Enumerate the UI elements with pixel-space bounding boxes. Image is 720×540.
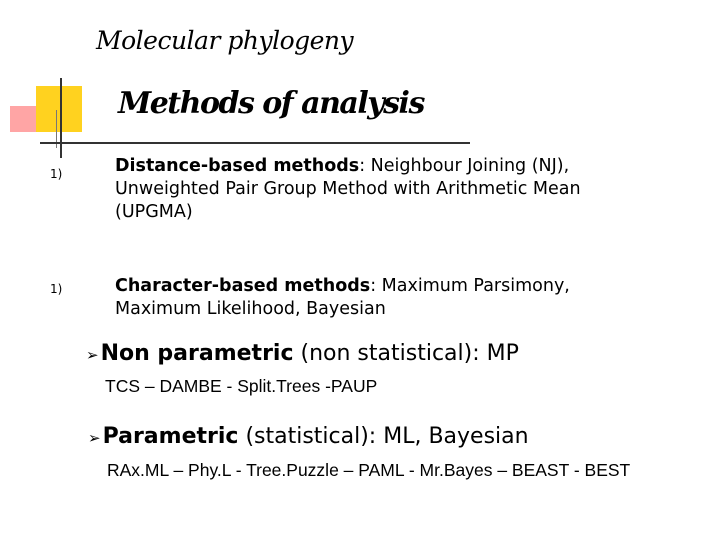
list-item: [115, 275, 615, 321]
arrow-bullet-icon: ➢: [86, 346, 99, 364]
decorative-horizontal-line: [40, 142, 470, 144]
list-item-lead: Distance-based methods: [115, 156, 360, 176]
list-item-lead: Character-based methods: [115, 276, 371, 296]
bullet-item: [88, 424, 529, 449]
bullet-item: [86, 341, 519, 366]
bullet-text: (statistical): ML, Bayesian: [238, 424, 529, 449]
software-list: TCS – DAMBE - Split.Trees -PAUP: [105, 376, 378, 396]
bullet-lead: Non parametric: [100, 341, 294, 366]
list-item-text: : Neighbour Joining (NJ), Unweighted Pair Group Method with Arithmetic Mean (UPGMA): [115, 156, 581, 222]
list-item: [115, 155, 635, 224]
list-item-number: 1): [50, 282, 63, 296]
list-item-number: 1): [50, 167, 63, 181]
slide-title: Methods of analysis: [118, 86, 424, 121]
arrow-bullet-icon: ➢: [88, 429, 101, 447]
bullet-lead: Parametric: [102, 424, 239, 449]
list-item-text: : Maximum Parsimony, Maximum Likelihood, Bayesian: [115, 276, 570, 319]
header-title: Molecular phylogeny: [96, 26, 354, 55]
software-list: RAx.ML – Phy.L - Tree.Puzzle – PAML - Mr.Bayes – BEAST - BEST: [107, 460, 631, 480]
decorative-vertical-line: [60, 78, 62, 158]
decorative-yellow-block: [36, 86, 82, 132]
bullet-text: (non statistical): MP: [293, 341, 519, 366]
